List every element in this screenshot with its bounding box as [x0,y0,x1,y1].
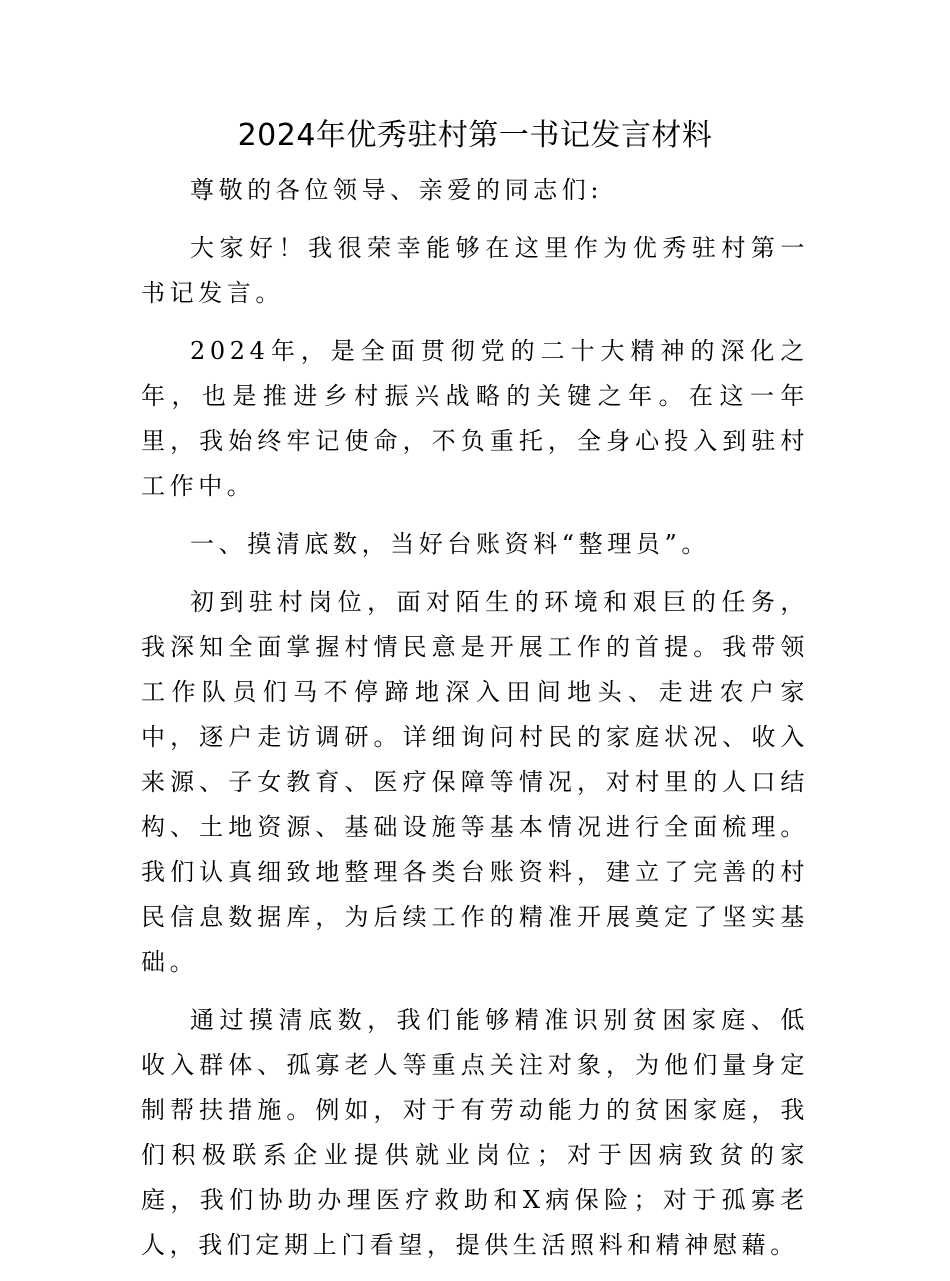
paragraph-greeting: 大家好！我很荣幸能够在这里作为优秀驻村第一书记发言。 [141,234,809,307]
paragraph-section-1-a: 初到驻村岗位，面对陌生的环境和艰巨的任务，我深知全面掌握村情民意是开展工作的首提。我带领工作队员们马不停蹄地深入田间地头、走进农户家中，逐户走访调研。详细询问村民的家庭状况、收入来源、子女教育、医疗保障等情况，对村里的人口结构、土地资源、基础设施等基本情况进行全面梳理。我们认真细致地整理各类台账资料，建立了完善的村民信息数据库，为后续工作的精准开展奠定了坚实基础。 [141,588,809,976]
paragraph-salutation: 尊敬的各位领导、亲爱的同志们: [190,176,604,204]
document-title: 2024年优秀驻村第一书记发言材料 [237,118,713,153]
section-heading-1: 一、摸清底数，当好台账资料“整理员”。 [190,530,710,558]
paragraph-intro: 2024年，是全面贯彻党的二十大精神的深化之年，也是推进乡村振兴战略的关键之年。在这一年里，我始终牢记使命，不负重托，全身心投入到驻村工作中。 [141,337,809,500]
document-body [141,168,809,1281]
paragraph-section-1-b: 通过摸清底数，我们能够精准识别贫困家庭、低收入群体、孤寡老人等重点关注对象，为他们量身定制帮扶措施。例如，对于有劳动能力的贫困家庭，我们积极联系企业提供就业岗位；对于因病致贫的家庭，我们协助办理医疗救助和X病保险；对于孤寡老人，我们定期上门看望，提供生活照料和精神慰藉。 [141,1006,809,1259]
